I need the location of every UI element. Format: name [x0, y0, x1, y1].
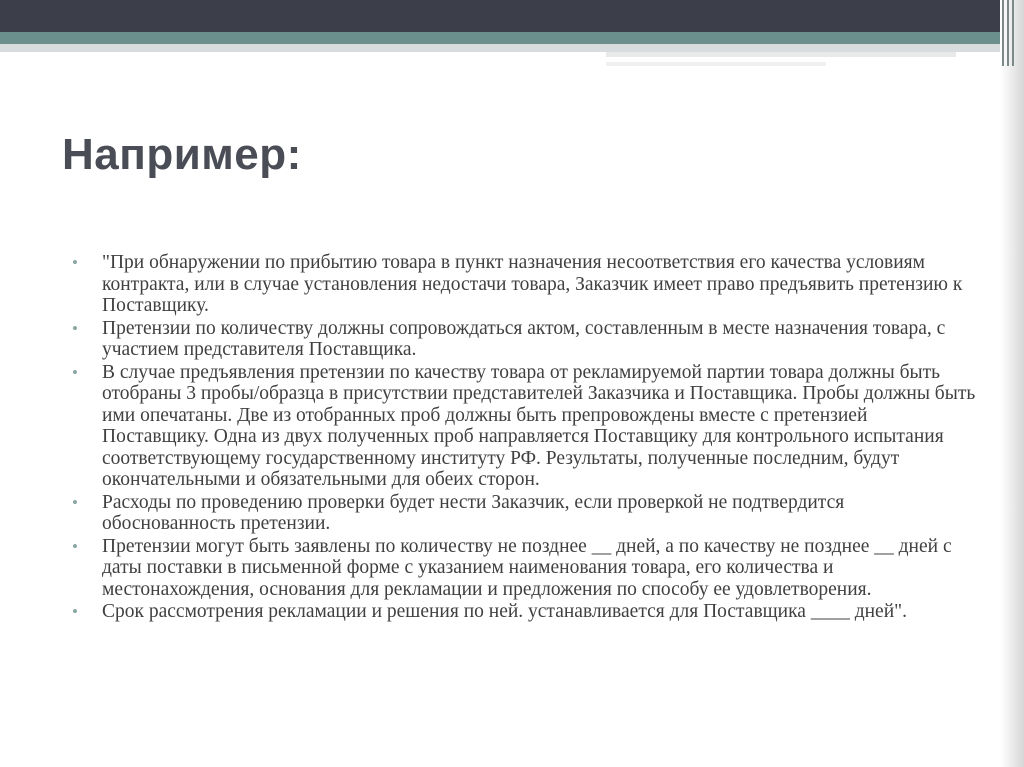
list-item-text: "При обнаружении по прибытию товара в пункт назначения несоответствия его качества условиям контракта, или в случае установления недостачи товара, Заказчик имеет право предъявить претензию к Поставщику.	[102, 252, 963, 316]
list-item	[72, 252, 977, 317]
list-item	[72, 492, 977, 535]
bullet-list	[72, 252, 977, 624]
list-item	[72, 536, 977, 601]
bullet-icon: •	[72, 602, 78, 621]
list-item-text: Претензии могут быть заявлены по количеству не позднее __ дней, а по качеству не позднее __ дней с даты поставки в письменной форме с указанием наименования товара, его количества и местонахождения, основания для рекламации и предложения по способу ее удовлетворения.	[102, 535, 952, 600]
top-gray-band	[0, 44, 1000, 52]
list-item-text: В случае предъявления претензии по качеству товара от рекламируемой партии товара должны быть отобраны 3 пробы/образца в присутствии представителей Заказчика и Поставщика. Пробы должны быть ими опечатаны. Две из отобранных проб должны быть препровождены вместе с претензией Поставщику. Одна из двух полученных проб направляется Поставщику для контрольного испытания соответствующему государственному институту РФ. Результаты, полученные последним, будут окончательными и обязательными для обеих сторон.	[102, 361, 976, 490]
list-item	[72, 318, 977, 361]
top-teal-band	[0, 32, 1024, 44]
bullet-icon: •	[72, 536, 78, 556]
right-stripes	[1000, 0, 1018, 66]
list-item	[72, 601, 977, 623]
list-item-text: Срок рассмотрения рекламации и решения по ней. устанавливается для Поставщика ____ дней".	[102, 601, 907, 622]
bullet-icon: •	[72, 253, 78, 272]
decor-line-2	[606, 62, 826, 66]
top-dark-band	[0, 0, 1024, 32]
bullet-icon: •	[72, 362, 78, 382]
list-item	[72, 362, 977, 491]
right-edge-shadow	[1000, 0, 1024, 767]
bullet-icon: •	[72, 492, 78, 512]
slide-title: Например:	[62, 130, 302, 179]
list-item-text: Расходы по проведению проверки будет нести Заказчик, если проверкой не подтвердится обоснованность претензии.	[102, 491, 845, 534]
bullet-icon: •	[72, 318, 78, 338]
decor-line-1	[606, 52, 956, 57]
list-item-text: Претензии по количеству должны сопровождаться актом, составленным в месте назначения товара, с участием представителя Поставщика.	[102, 317, 946, 360]
